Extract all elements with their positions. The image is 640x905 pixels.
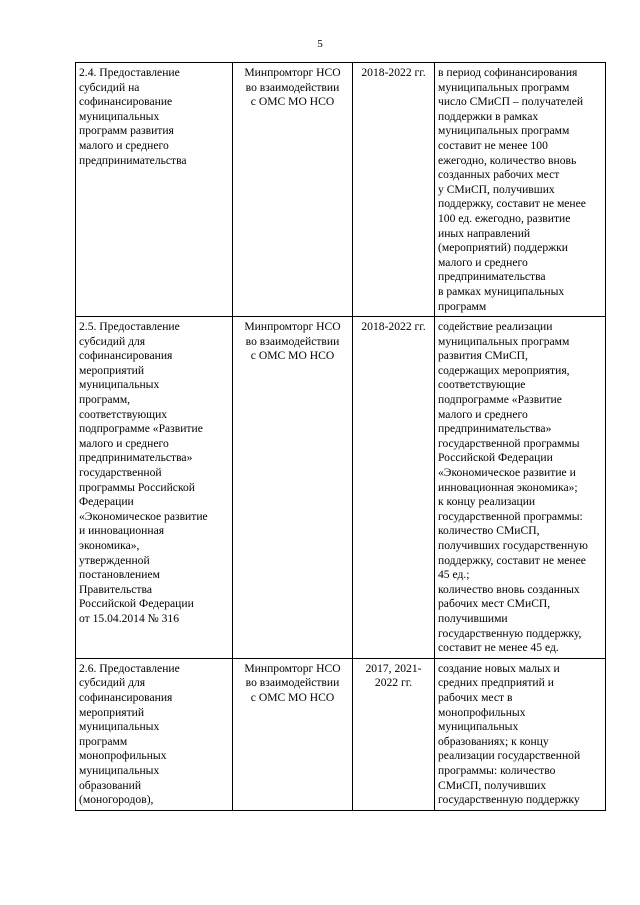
cell-line: содействие реализации (438, 320, 553, 334)
cell-line: от 15.04.2014 № 316 (79, 611, 180, 625)
cell-line: подпрограмме «Развитие (438, 393, 562, 407)
cell-line: предпринимательства» (79, 451, 193, 465)
cell-line: 2018-2022 гг. (361, 320, 426, 334)
cell-line: 2.6. Предоставление (79, 661, 180, 675)
cell-line: составит не менее 45 ед. (438, 641, 559, 655)
result-cell (435, 658, 606, 810)
cell-line: иных направлений (438, 226, 531, 240)
period-cell (353, 317, 435, 659)
cell-line: средних предприятий и (438, 676, 554, 690)
cell-line: муниципальных программ (438, 334, 570, 348)
cell-line: утвержденной (79, 553, 150, 567)
cell-line: малого и среднего (79, 436, 169, 450)
cell-line: к концу реализации (438, 495, 536, 509)
cell-line: соответствующие (438, 378, 526, 392)
cell-line: субсидий для (79, 676, 146, 690)
result-cell (435, 63, 606, 317)
cell-line: с ОМС МО НСО (250, 690, 335, 704)
cell-line: содержащих мероприятия, (438, 363, 570, 377)
cell-line: с ОМС МО НСО (250, 349, 335, 363)
executor-cell (233, 63, 353, 317)
cell-line: реализации государственной (438, 749, 581, 763)
cell-line: программы Российской (79, 480, 195, 494)
cell-line: монопрофильных (79, 749, 167, 763)
cell-line: поддержку, составит не менее (438, 197, 586, 211)
cell-line: образований (79, 778, 142, 792)
cell-line: государственную поддержку (438, 793, 580, 807)
cell-line: государственной программы: (438, 509, 583, 523)
cell-line: муниципальных (438, 720, 519, 734)
cell-line: софинансирования (79, 690, 173, 704)
period-cell (353, 63, 435, 317)
cell-line: государственной программы (438, 436, 580, 450)
cell-line: и инновационная (79, 524, 165, 538)
cell-line: поддержку, составит не менее (438, 553, 586, 567)
cell-line: программ развития (79, 124, 174, 138)
cell-line: 2.5. Предоставление (79, 320, 180, 334)
cell-line: число СМиСП – получателей (438, 95, 584, 109)
cell-line: муниципальных программ (438, 80, 570, 94)
result-cell (435, 317, 606, 659)
cell-line: в рамках муниципальных (438, 284, 565, 298)
cell-line: экономика», (79, 539, 140, 552)
cell-line: государственной (79, 466, 162, 480)
cell-line: (мероприятий) поддержки (438, 241, 568, 255)
cell-line: предпринимательства (79, 153, 187, 167)
table-row (76, 317, 606, 659)
page-number: 5 (317, 38, 323, 50)
cell-line: 2022 гг. (374, 676, 413, 690)
cell-line: программ, (79, 393, 131, 407)
table-row (76, 658, 606, 810)
cell-line: муниципальных программ (438, 124, 570, 138)
cell-line: муниципальных (79, 720, 160, 734)
cell-line: предпринимательства» (438, 422, 552, 436)
cell-line: рабочих мест в (438, 690, 513, 704)
cell-line: Российской Федерации (79, 597, 194, 611)
cell-line: мероприятий (79, 363, 145, 377)
measure-cell (76, 317, 233, 659)
cell-line: субсидий на (79, 80, 140, 94)
cell-line: количество СМиСП, (438, 524, 540, 538)
cell-line: во взаимодействии (245, 80, 340, 94)
cell-line: софинансирование (79, 95, 173, 109)
cell-line: софинансирования (79, 349, 173, 363)
cell-line: во взаимодействии (245, 676, 340, 690)
cell-line: (моногородов), (79, 793, 154, 807)
cell-line: составит не менее 100 (438, 138, 548, 152)
cell-line: муниципальных (79, 109, 160, 123)
cell-line: соответствующих (79, 407, 168, 421)
cell-line: в период софинансирования (438, 66, 578, 79)
cell-line: созданных рабочих мест (438, 168, 560, 182)
cell-line: предпринимательства (438, 270, 546, 284)
cell-line: во взаимодействии (245, 334, 340, 348)
cell-line: государственную поддержку, (438, 626, 582, 640)
cell-line: 45 ед.; (438, 568, 470, 582)
measure-cell (76, 63, 233, 317)
cell-line: 2017, 2021- (365, 661, 422, 675)
cell-line: получившими (438, 611, 508, 625)
cell-line: 2018-2022 гг. (361, 66, 426, 79)
cell-line: рабочих мест СМиСП, (438, 597, 551, 611)
cell-line: монопрофильных (438, 705, 526, 719)
executor-cell (233, 317, 353, 659)
cell-line: малого и среднего (438, 255, 528, 269)
cell-line: программ (438, 299, 487, 313)
cell-line: муниципальных (79, 763, 160, 777)
cell-line: получивших государственную (438, 539, 588, 552)
measure-cell (76, 658, 233, 810)
cell-line: поддержки в рамках (438, 109, 539, 123)
cell-line: муниципальных (79, 378, 160, 392)
cell-line: создание новых малых и (438, 661, 560, 675)
cell-line: малого и среднего (438, 407, 528, 421)
cell-line: «Экономическое развитие (79, 509, 208, 523)
period-cell (353, 658, 435, 810)
cell-line: «Экономическое развитие и (438, 466, 576, 480)
cell-line: Минпромторг НСО (244, 66, 341, 79)
cell-line: инновационная экономика»; (438, 480, 578, 494)
cell-line: СМиСП, получивших (438, 778, 547, 792)
cell-line: 100 ед. ежегодно, развитие (438, 211, 571, 225)
cell-line: субсидий для (79, 334, 146, 348)
cell-line: постановлением (79, 568, 160, 582)
cell-line: Минпромторг НСО (244, 661, 341, 675)
measures-table (75, 62, 606, 811)
cell-line: ежегодно, количество вновь (438, 153, 577, 167)
cell-line: программы: количество (438, 763, 556, 777)
cell-line: Минпромторг НСО (244, 320, 341, 334)
executor-cell (233, 658, 353, 810)
cell-line: Российской Федерации (438, 451, 553, 465)
cell-line: с ОМС МО НСО (250, 95, 335, 109)
cell-line: количество вновь созданных (438, 582, 580, 596)
cell-line: у СМиСП, получивших (438, 182, 555, 196)
cell-line: Федерации (79, 495, 134, 509)
cell-line: подпрограмме «Развитие (79, 422, 203, 436)
cell-line: развития СМиСП, (438, 349, 528, 363)
table-row (76, 63, 606, 317)
cell-line: мероприятий (79, 705, 145, 719)
cell-line: малого и среднего (79, 138, 169, 152)
cell-line: образованиях; к концу (438, 734, 549, 748)
cell-line: Правительства (79, 582, 152, 596)
cell-line: программ (79, 734, 128, 748)
cell-line: 2.4. Предоставление (79, 66, 180, 79)
